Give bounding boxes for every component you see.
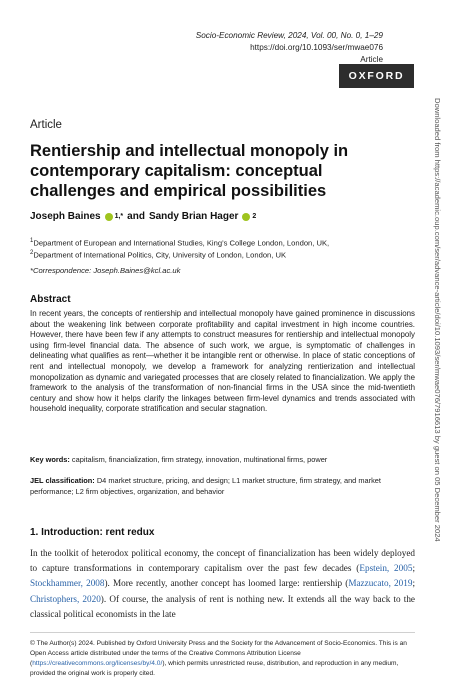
correspondence-label: *Correspondence: — [30, 266, 92, 275]
citation-link[interactable]: Christophers, 2020 — [30, 593, 101, 604]
copyright-footnote — [30, 639, 415, 679]
citation-link[interactable]: Epstein, 2005 — [359, 563, 413, 574]
affiliation-text: Department of International Politics, City, University of London, London, UK — [33, 250, 287, 260]
affiliation — [30, 250, 286, 260]
orcid-icon[interactable] — [242, 213, 250, 221]
footnote-text: ), which permits unrestricted reuse, distribution, and reproduction in any medium, provided the original work is properly cited. — [30, 660, 399, 677]
jel-label: JEL classification: — [30, 476, 95, 485]
intro-text: ; — [412, 563, 415, 574]
author-name[interactable]: Sandy Brian Hager — [148, 211, 239, 222]
author-list — [30, 211, 256, 222]
intro-text: ). More recently, another concept has loomed large: rentiership ( — [104, 578, 349, 589]
author-name[interactable]: Joseph Baines — [30, 211, 101, 222]
footnote-text: © The Author(s) 2024. Published by Oxford University Press and the Society for the Advancement of Socio-Economics. This is an Open Access article distributed under the terms of the Creative Commons Attribution License ( — [30, 640, 407, 667]
affiliation-superscript: 2 — [30, 250, 34, 256]
orcid-icon[interactable] — [105, 213, 113, 221]
affiliation-text: Department of European and International Studies, King’s College London, London, UK, — [33, 238, 330, 248]
license-link[interactable]: https://creativecommons.org/licenses/by/4.0/ — [32, 660, 163, 667]
author-superscript: 2 — [252, 213, 257, 220]
author-superscript: 1,* — [114, 213, 124, 220]
citation-link[interactable]: Mazzucato, 2019 — [348, 578, 413, 589]
abstract-text: In recent years, the concepts of rentiership and intellectual monopoly have gained prominence in discussions about the weakening link between corporate profitability and capital investment in high income countries. However, there have been few if any attempts to construct measures for rentiership and intellectual monopoly using firm-level financial data. The absence of such work, we argue, is symptomatic of challenges in delineating what qualifies as rent—whether it be intangible rent or otherwise. In place of static conceptions of rent and intellectual monopoly, we develop a framework for analyzing rentierization and intellectual monopolization as dynamic and variegated processes that are closely related to financialization. We apply the framework to the analysis of the transformation of non-financial firms in the USA since the mid-twentieth century and show how it helps clarify the linkages between firm-level dynamics and trends associated with household inequality, corporate stratification and secular stagnation. — [30, 309, 415, 414]
journal-header — [196, 30, 383, 66]
jel-classification — [30, 475, 415, 498]
keywords — [30, 455, 415, 464]
jel-text: D4 market structure, pricing, and design; L1 market structure, firm strategy, and market performance; L2 firm objectives, organization, and behavior — [30, 476, 381, 497]
journal-article-type: Article — [360, 55, 383, 64]
keywords-text: capitalism, financialization, firm strategy, innovation, multinational firms, power — [71, 455, 328, 464]
author-conjunction: and — [127, 211, 145, 222]
journal-citation: Socio-Economic Review, 2024, Vol. 00, No. 0, 1–29 — [195, 31, 383, 40]
intro-text: In the toolkit of heterodox political economy, the concept of financialization has been widely deployed to capture transformations in contemporary capitalism over the past few decades ( — [30, 548, 415, 574]
affiliation-superscript: 1 — [30, 238, 34, 244]
citation-link[interactable]: Stockhammer, 2008 — [30, 578, 105, 589]
oxford-logo: OXFORD — [339, 64, 414, 88]
abstract-heading: Abstract — [30, 294, 71, 305]
correspondence — [30, 266, 180, 275]
affiliation — [30, 238, 329, 248]
intro-text: ; — [412, 578, 415, 589]
article-title: Rentiership and intellectual monopoly in contemporary capitalism: conceptual challenges and empirical possibilities — [30, 142, 349, 200]
introduction-paragraph — [30, 546, 415, 622]
download-note-text: Downloaded from https://academic.oup.com/ser/advance-article/doi/10.1093/ser/mwae076/7916613 by guest on 05 December 2024 — [433, 98, 442, 542]
footnote-divider — [30, 632, 415, 633]
journal-doi[interactable]: https://doi.org/10.1093/ser/mwae076 — [250, 43, 383, 52]
keywords-label: Key words: — [30, 455, 70, 464]
download-side-note — [433, 98, 451, 638]
section-heading-introduction: 1. Introduction: rent redux — [30, 527, 155, 538]
intro-text: ). Of course, the analysis of rent is nothing new. It extends all the way back to the classical political economists in the late — [30, 593, 415, 619]
correspondence-email[interactable]: Joseph.Baines@kcl.ac.uk — [93, 266, 181, 275]
article-type-label: Article — [30, 119, 62, 131]
